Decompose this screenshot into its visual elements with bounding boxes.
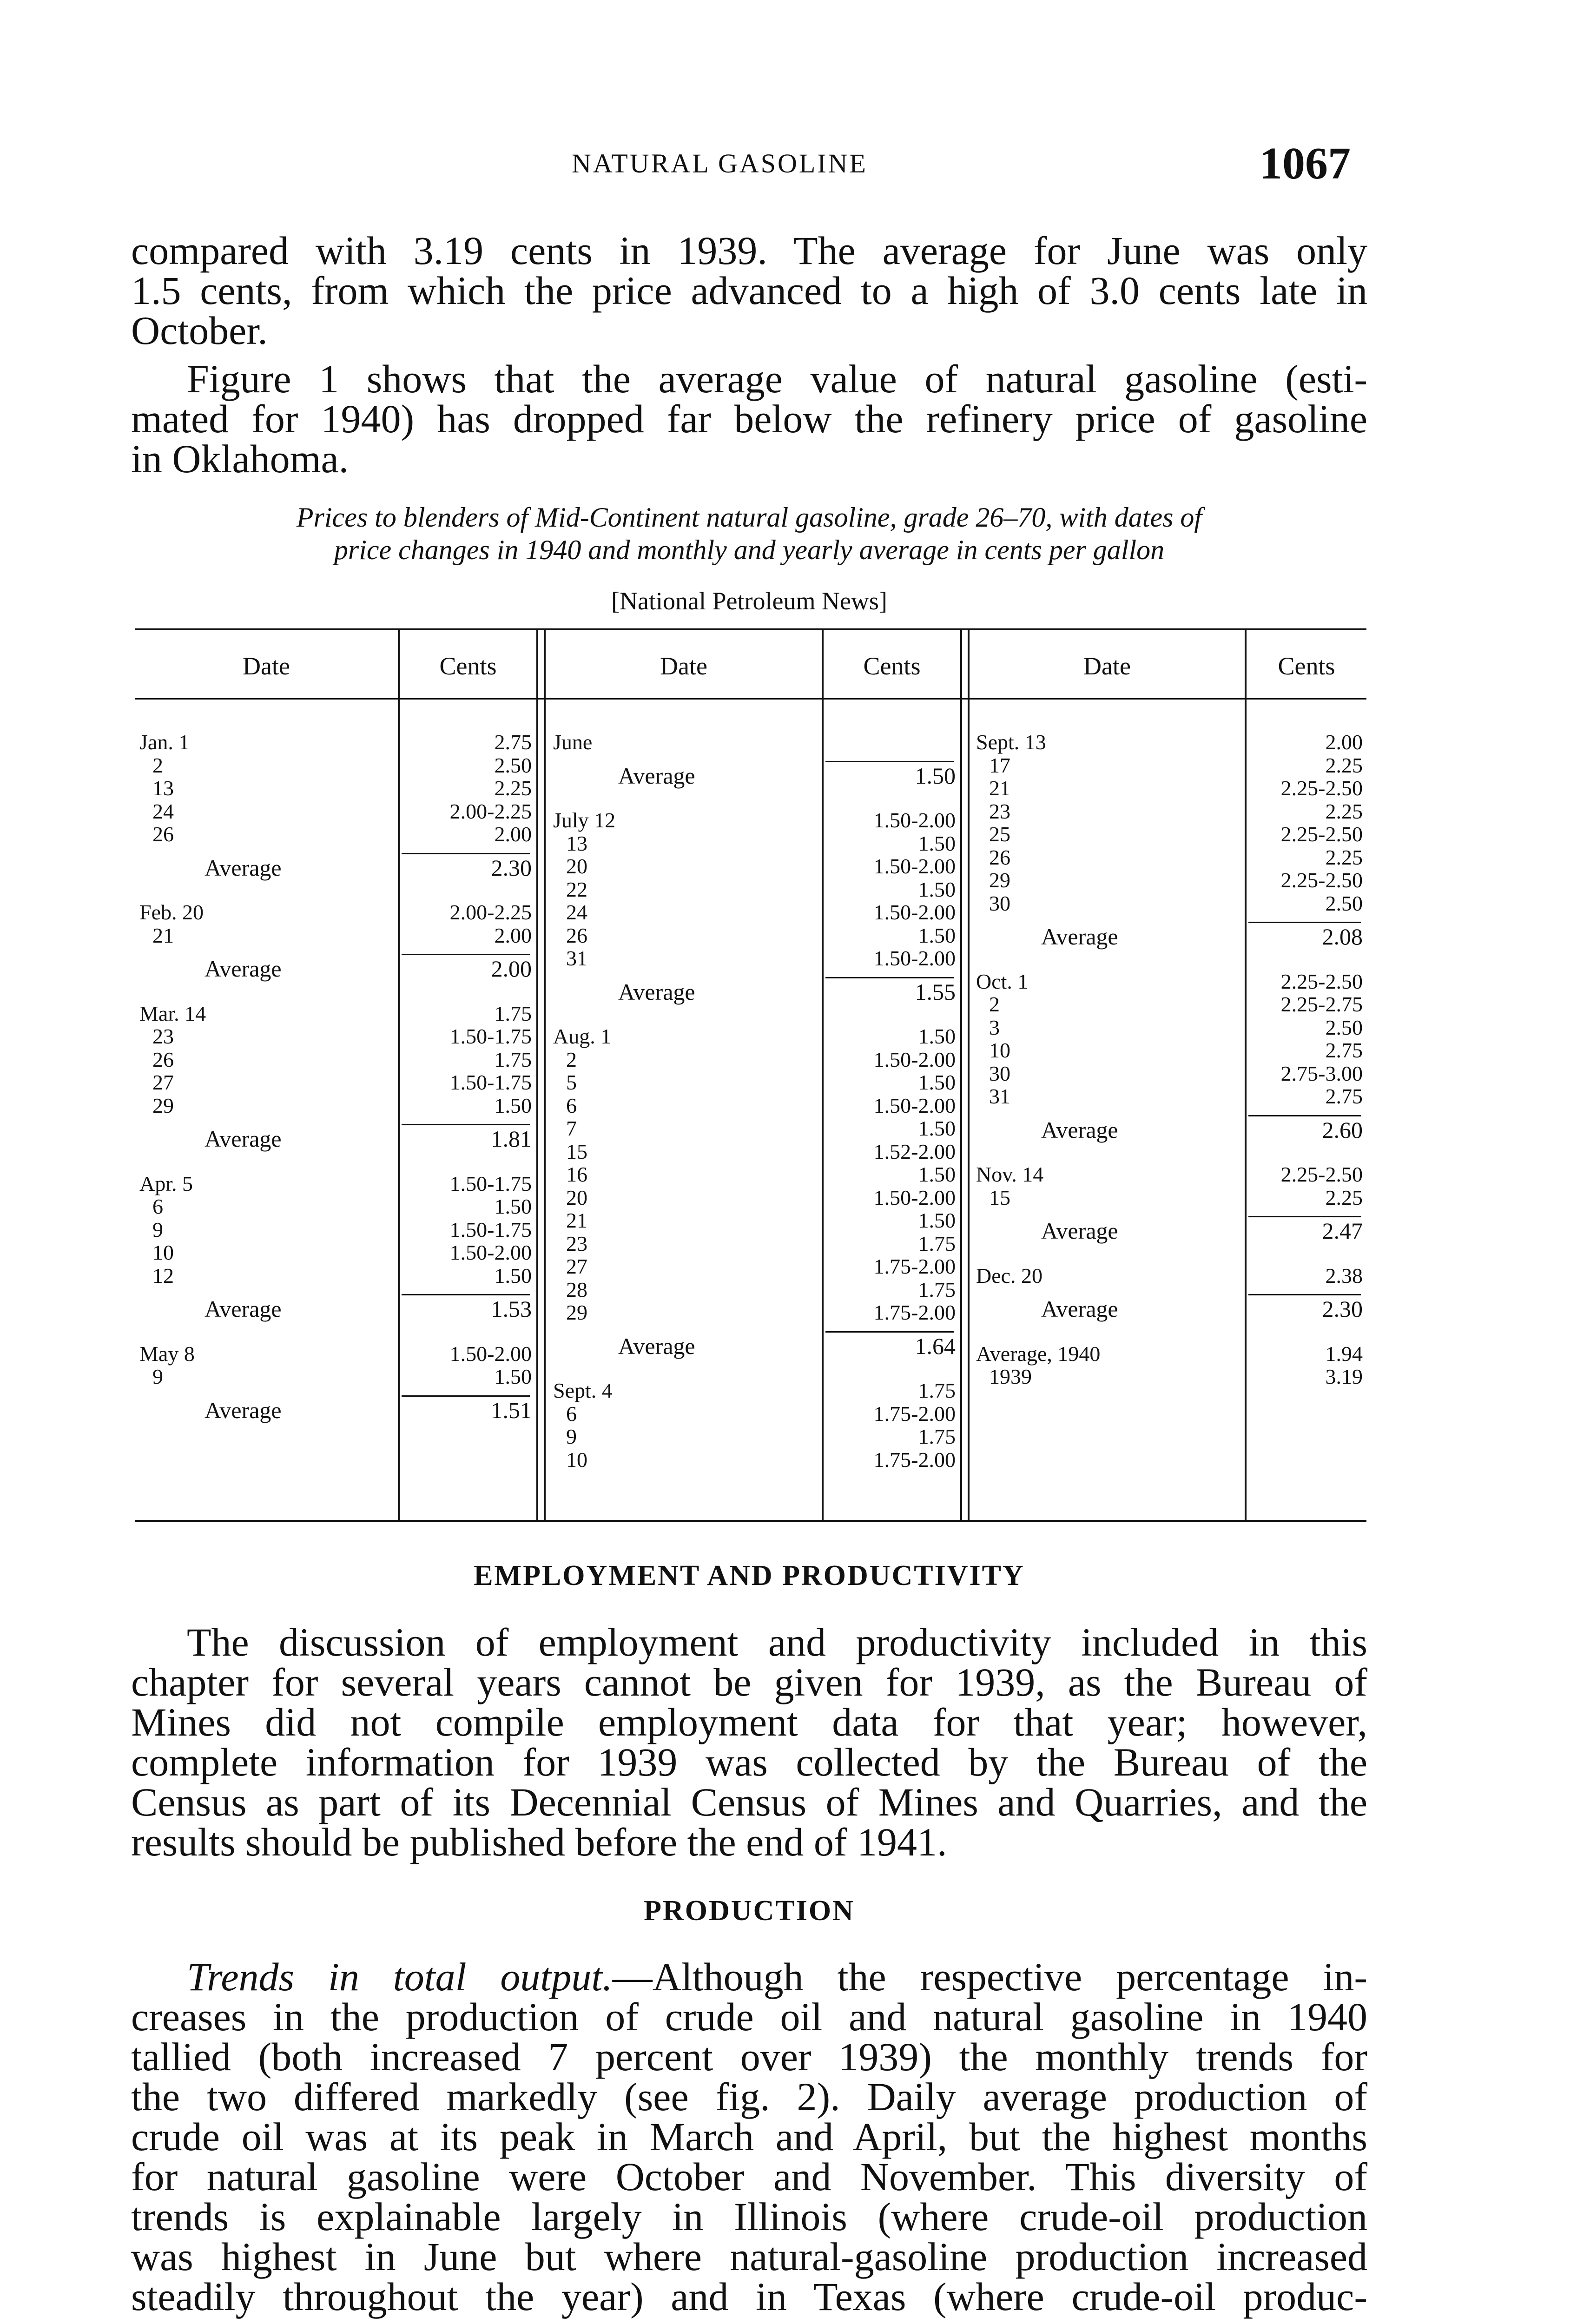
text-line: for natural gasoline were October and November. This diversity of <box>131 2154 1367 2199</box>
text-line: complete information for 1939 was collected by the Bureau of the <box>131 1740 1367 1784</box>
date-cell: 9 <box>152 1365 163 1388</box>
table-header-date: Date <box>243 652 290 680</box>
cents-cell: 2.25-2.75 <box>1280 992 1363 1016</box>
average-value: 1.50 <box>915 762 956 789</box>
cents-cell: 1.75 <box>918 1379 956 1402</box>
date-cell: Sept. 13 <box>976 730 1046 754</box>
date-cell: 21 <box>152 923 174 947</box>
cents-cell: 1.75 <box>918 1277 956 1301</box>
section-lead: Trends in total output. <box>187 1954 613 1999</box>
cents-cell: 2.25 <box>1325 753 1363 777</box>
cents-cell: 2.25-2.50 <box>1280 776 1363 800</box>
cents-cell: 1.50-1.75 <box>449 1171 532 1195</box>
cents-cell: 2.25 <box>494 776 532 800</box>
average-label: Average <box>205 956 282 982</box>
average-value: 2.30 <box>1322 1296 1363 1322</box>
date-cell: 6 <box>566 1093 577 1117</box>
date-cell: Aug. 1 <box>553 1024 612 1048</box>
average-rule <box>402 1294 530 1295</box>
date-cell: Jan. 1 <box>139 730 190 754</box>
cents-cell: 2.25-2.50 <box>1280 969 1363 993</box>
table-header-date: Date <box>1083 652 1131 680</box>
average-label: Average <box>1041 1116 1118 1143</box>
caption-line: price changes in 1940 and monthly and yearly average in cents per gallon <box>334 535 1165 565</box>
text-line: crude oil was at its peak in March and April, but the highest months <box>131 2114 1367 2159</box>
date-cell: 25 <box>989 822 1010 846</box>
cents-cell: 1.50-2.00 <box>873 1185 956 1209</box>
cents-cell: 2.00-2.25 <box>449 799 532 823</box>
date-cell: Feb. 20 <box>139 900 204 924</box>
text-line: in Oklahoma. <box>131 436 349 481</box>
average-label: Average <box>618 762 695 789</box>
average-label: Average <box>1041 1218 1118 1244</box>
date-cell: 27 <box>566 1254 587 1278</box>
table-column-rule <box>544 630 546 1520</box>
average-label: Average <box>205 1397 282 1423</box>
date-cell: 26 <box>566 923 587 947</box>
cents-cell: 1.50-2.00 <box>873 854 956 878</box>
average-value: 2.47 <box>1322 1218 1363 1244</box>
date-cell: 15 <box>989 1185 1010 1209</box>
date-cell: Average, 1940 <box>976 1341 1101 1366</box>
cents-cell: 1.50 <box>918 831 956 855</box>
text-line: creases in the production of crude oil and natural gasoline in 1940 <box>131 1994 1367 2039</box>
date-cell: 5 <box>566 1070 577 1094</box>
date-cell: Oct. 1 <box>976 969 1029 993</box>
date-cell: 29 <box>566 1301 587 1324</box>
date-cell: 3 <box>989 1015 1000 1039</box>
text-line: steadily throughout the year) and in Texas (where crude-oil produc- <box>131 2274 1367 2319</box>
text-line: Figure 1 shows that the average value of natural gasoline (esti- <box>187 357 1367 401</box>
date-cell: 15 <box>566 1139 587 1163</box>
date-cell: 31 <box>989 1084 1010 1108</box>
table-source: [National Petroleum News] <box>611 587 887 615</box>
table-header-cents: Cents <box>439 652 497 680</box>
employment-heading: EMPLOYMENT AND PRODUCTIVITY <box>474 1560 1025 1591</box>
date-cell: Apr. 5 <box>139 1171 193 1195</box>
average-label: Average <box>1041 924 1118 950</box>
caption-line: Prices to blenders of Mid-Continent natural gasoline, grade 26–70, with dates of <box>296 502 1202 533</box>
cents-cell: 1.50 <box>494 1263 532 1287</box>
date-cell: Nov. 14 <box>976 1162 1044 1186</box>
cents-cell: 1.75 <box>918 1425 956 1448</box>
date-cell: 29 <box>152 1093 174 1117</box>
cents-cell: 1.50-1.75 <box>449 1217 532 1241</box>
average-rule <box>1248 1115 1361 1116</box>
date-cell: 10 <box>566 1447 587 1472</box>
table-bottom-rule <box>135 1520 1366 1522</box>
date-cell: 31 <box>566 946 587 970</box>
date-cell: 21 <box>989 776 1010 800</box>
date-cell: 23 <box>989 799 1010 823</box>
cents-cell: 1.52-2.00 <box>873 1139 956 1163</box>
cents-cell: 1.50 <box>494 1093 532 1117</box>
employment-paragraph <box>131 1622 1367 1862</box>
table-top-rule <box>135 628 1366 630</box>
date-cell: 9 <box>566 1425 577 1448</box>
date-cell: May 8 <box>139 1341 195 1366</box>
date-cell: 28 <box>566 1277 587 1301</box>
cents-cell: 1.50-1.75 <box>449 1070 532 1094</box>
date-cell: 20 <box>566 854 587 878</box>
table-column-rule <box>968 630 970 1520</box>
cents-cell: 1.50 <box>918 877 956 901</box>
figure-paragraph <box>131 359 1367 479</box>
production-heading: PRODUCTION <box>644 1895 855 1927</box>
table-header-rule <box>135 698 1366 700</box>
date-cell: 7 <box>566 1116 577 1140</box>
table-header-cents: Cents <box>1278 652 1335 680</box>
average-value: 1.81 <box>491 1126 532 1152</box>
cents-cell: 2.00 <box>494 923 532 947</box>
average-label: Average <box>205 854 282 881</box>
text-line: October. <box>131 308 268 353</box>
cents-cell: 1.50-2.00 <box>873 900 956 924</box>
table-header-cents: Cents <box>863 652 921 680</box>
running-head: NATURAL GASOLINE <box>572 148 868 178</box>
cents-cell: 1.50-1.75 <box>449 1024 532 1048</box>
cents-cell: 2.75-3.00 <box>1280 1061 1363 1085</box>
text-line: chapter for several years cannot be given for 1939, as the Bureau of <box>131 1660 1367 1704</box>
text-line: was highest in June but where natural-gasoline production increased <box>131 2234 1367 2279</box>
average-rule <box>402 1395 530 1397</box>
cents-cell: 2.00-2.25 <box>449 900 532 924</box>
date-cell: 6 <box>152 1195 163 1218</box>
cents-cell: 1.50-2.00 <box>873 1093 956 1117</box>
cents-cell: 2.25-2.50 <box>1280 1162 1363 1186</box>
date-cell: 2 <box>989 992 1000 1016</box>
date-cell: 26 <box>989 845 1010 869</box>
date-cell: 17 <box>989 753 1010 777</box>
text-line: The discussion of employment and productivity included in this <box>187 1620 1367 1664</box>
text-line: results should be published before the end of 1941. <box>131 1820 947 1864</box>
date-cell: 6 <box>566 1401 577 1426</box>
average-value: 2.60 <box>1322 1116 1363 1143</box>
cents-cell: 1.75 <box>494 1001 532 1025</box>
date-cell: 2 <box>152 753 163 777</box>
cents-cell: 1.75-2.00 <box>873 1254 956 1278</box>
date-cell: 20 <box>566 1185 587 1209</box>
cents-cell: 1.50-2.00 <box>873 946 956 970</box>
cents-cell: 2.75 <box>1325 1038 1363 1062</box>
average-rule <box>1248 1216 1361 1217</box>
date-cell: 10 <box>989 1038 1010 1062</box>
average-rule <box>1248 1294 1361 1295</box>
cents-cell: 1.75-2.00 <box>873 1301 956 1324</box>
cents-cell: 1.50 <box>918 1024 956 1048</box>
date-cell: 26 <box>152 1047 174 1071</box>
date-cell: July 12 <box>553 808 616 832</box>
cents-cell: 1.50-2.00 <box>449 1241 532 1264</box>
cents-cell: 2.25 <box>1325 845 1363 869</box>
cents-cell: 1.75-2.00 <box>873 1447 956 1472</box>
date-cell: 30 <box>989 1061 1010 1085</box>
text-line: 1.5 cents, from which the price advanced to a high of 3.0 cents late in <box>131 268 1367 313</box>
date-cell: 1939 <box>989 1365 1032 1388</box>
date-cell: 9 <box>152 1217 163 1241</box>
cents-cell: 1.50-2.00 <box>873 1047 956 1071</box>
date-cell: 24 <box>566 900 587 924</box>
date-cell: 2 <box>566 1047 577 1071</box>
date-cell: 10 <box>152 1241 174 1264</box>
cents-cell: 2.38 <box>1325 1263 1363 1287</box>
cents-cell: 1.75 <box>918 1231 956 1255</box>
cents-cell: 1.50 <box>918 1116 956 1140</box>
average-value: 2.08 <box>1322 924 1363 950</box>
cents-cell: 1.50-2.00 <box>873 808 956 832</box>
average-rule <box>1248 922 1361 923</box>
average-label: Average <box>205 1296 282 1322</box>
cents-cell: 1.50 <box>918 1162 956 1186</box>
cents-cell: 1.50 <box>918 1208 956 1232</box>
date-cell: June <box>553 730 593 754</box>
average-label: Average <box>205 1126 282 1152</box>
text-line: tallied (both increased 7 percent over 1939) the monthly trends for <box>131 2034 1367 2079</box>
date-cell: Dec. 20 <box>976 1263 1043 1287</box>
text-line: compared with 3.19 cents in 1939. The average for June was only <box>131 228 1367 273</box>
text-line: the two differed markedly (see fig. 2). Daily average production of <box>131 2074 1367 2119</box>
average-label: Average <box>1041 1296 1118 1322</box>
cents-cell: 2.75 <box>494 730 532 754</box>
average-value: 1.55 <box>915 978 956 1005</box>
average-rule <box>402 1124 530 1125</box>
cents-cell: 2.25-2.50 <box>1280 822 1363 846</box>
date-cell: 13 <box>566 831 587 855</box>
text-line: Mines did not compile employment data for that year; however, <box>131 1700 1367 1744</box>
average-value: 1.64 <box>915 1333 956 1359</box>
date-cell: 16 <box>566 1162 587 1186</box>
lead-continuation: —Although the respective percentage in- <box>612 1954 1367 1999</box>
average-value: 2.30 <box>491 854 532 881</box>
average-rule <box>825 977 954 978</box>
cents-cell: 2.00 <box>494 822 532 846</box>
cents-cell: 1.50 <box>494 1195 532 1218</box>
date-cell: 27 <box>152 1070 174 1094</box>
page-number: 1067 <box>1260 139 1351 189</box>
cents-cell: 1.94 <box>1325 1341 1363 1366</box>
cents-cell: 1.50-2.00 <box>449 1341 532 1366</box>
cents-cell: 2.50 <box>1325 1015 1363 1039</box>
date-cell: 29 <box>989 868 1010 892</box>
cents-cell: 1.50 <box>918 923 956 947</box>
average-rule <box>402 853 530 854</box>
text-line: trends is explainable largely in Illinois (where crude-oil production <box>131 2194 1367 2239</box>
average-label: Average <box>618 1333 695 1359</box>
cents-cell: 2.25 <box>1325 1185 1363 1209</box>
average-value: 1.51 <box>491 1397 532 1423</box>
date-cell: Mar. 14 <box>139 1001 206 1025</box>
table-column-rule <box>536 630 538 1520</box>
date-cell: 30 <box>989 891 1010 915</box>
cents-cell: 1.75-2.00 <box>873 1401 956 1426</box>
cents-cell: 1.75 <box>494 1047 532 1071</box>
cents-cell: 2.50 <box>494 753 532 777</box>
text-line: Census as part of its Decennial Census of Mines and Quarries, and the <box>131 1780 1367 1824</box>
date-cell: 21 <box>566 1208 587 1232</box>
cents-cell: 2.25 <box>1325 799 1363 823</box>
table-column-rule <box>960 630 962 1520</box>
average-label: Average <box>618 978 695 1005</box>
date-cell: 12 <box>152 1263 174 1287</box>
cents-cell: 2.50 <box>1325 891 1363 915</box>
date-cell: 23 <box>566 1231 587 1255</box>
date-cell: Sept. 4 <box>553 1379 613 1402</box>
text-line: mated for 1940) has dropped far below the refinery price of gasoline <box>131 396 1367 441</box>
average-rule <box>825 1331 954 1333</box>
cents-cell: 2.00 <box>1325 730 1363 754</box>
date-cell: 23 <box>152 1024 174 1048</box>
cents-cell: 3.19 <box>1325 1365 1363 1388</box>
cents-cell: 1.50 <box>918 1070 956 1094</box>
average-rule <box>402 954 530 955</box>
average-rule <box>825 761 954 762</box>
intro-paragraph <box>131 228 1367 353</box>
date-cell: 22 <box>566 877 587 901</box>
table-header-date: Date <box>660 652 707 680</box>
date-cell: 13 <box>152 776 174 800</box>
average-value: 2.00 <box>491 956 532 982</box>
cents-cell: 2.25-2.50 <box>1280 868 1363 892</box>
average-value: 1.53 <box>491 1296 532 1322</box>
cents-cell: 2.75 <box>1325 1084 1363 1108</box>
production-paragraph <box>131 1954 1367 2319</box>
date-cell: 26 <box>152 822 174 846</box>
date-cell: 24 <box>152 799 174 823</box>
cents-cell: 1.50 <box>494 1365 532 1388</box>
table-caption <box>131 501 1367 566</box>
text-line <box>131 1954 1367 1999</box>
